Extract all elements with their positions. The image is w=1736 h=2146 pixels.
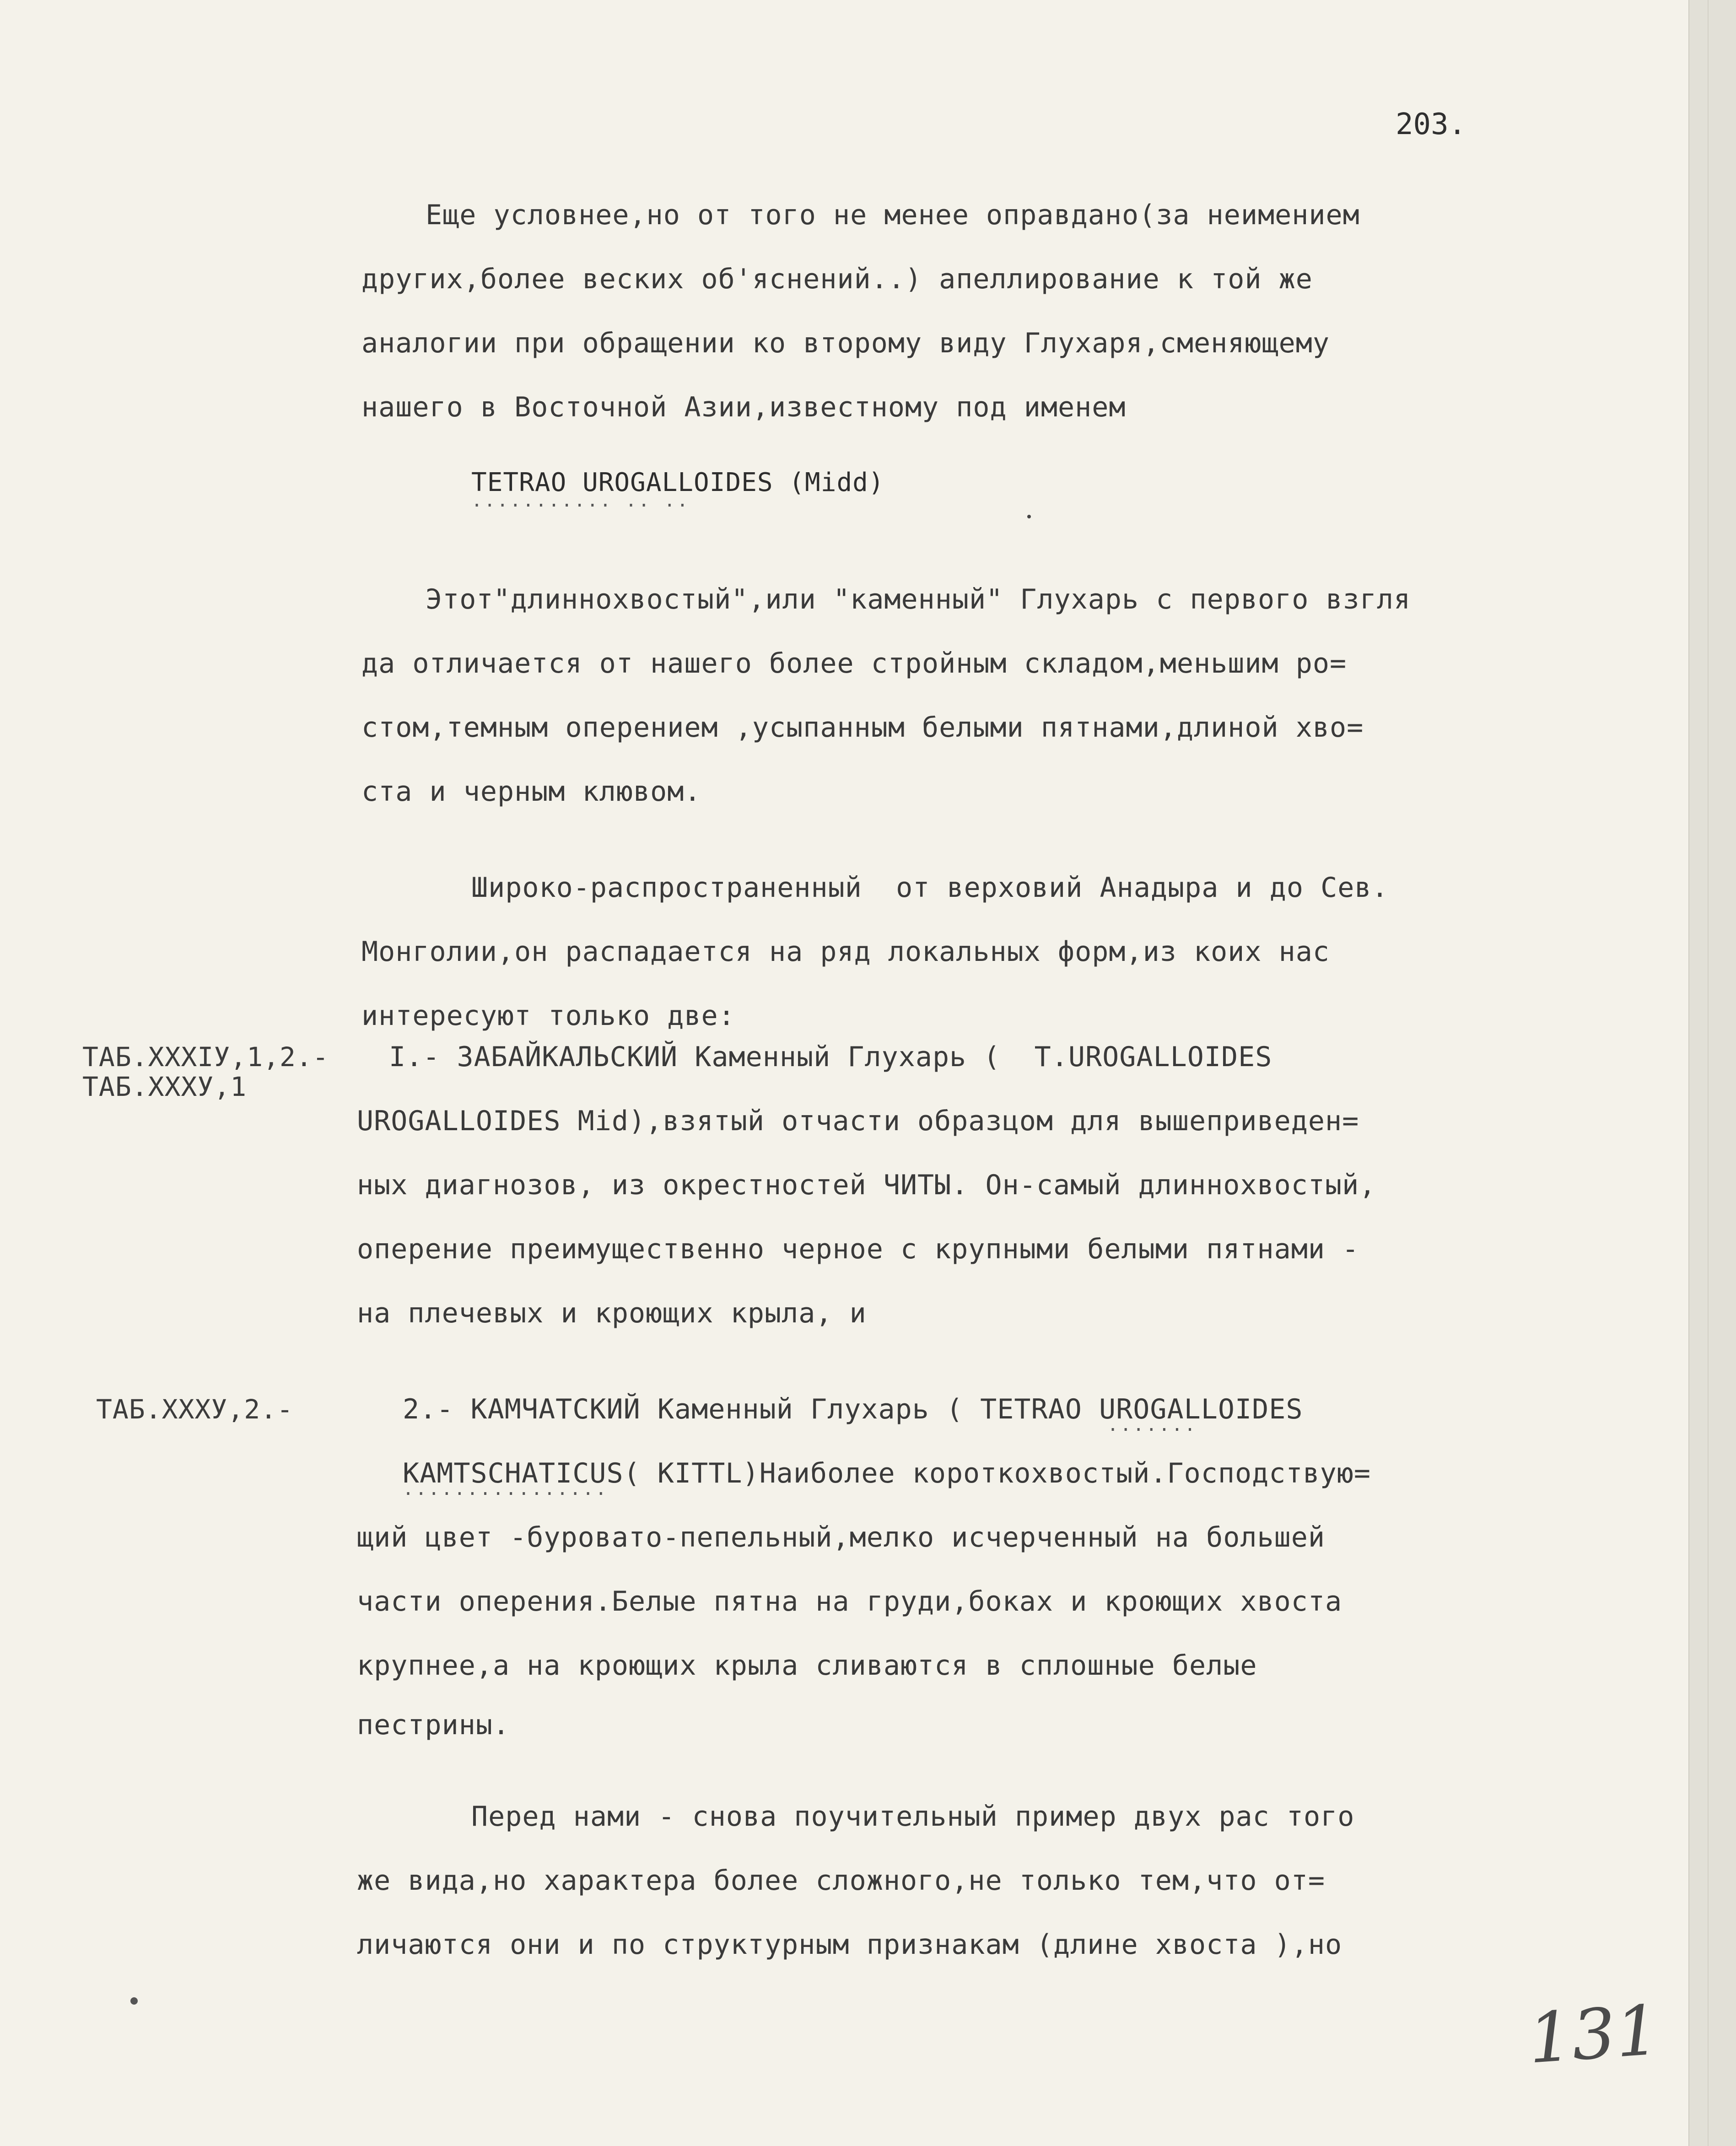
paragraph1-line3: аналогии при обращении ко второму виду Глухаря,сменяющему xyxy=(361,327,1330,359)
period-mark xyxy=(1027,515,1031,518)
paragraph1-line2: других,более веских об'яснений..) апеллирование к той же xyxy=(361,263,1313,295)
paragraph2-line4: ста и черным клювом. xyxy=(361,776,701,808)
paragraph4-line1: Перед нами - снова поучительный пример двух рас того xyxy=(471,1801,1355,1833)
item2-line1: 2.- КАМЧАТСКИЙ Каменный Глухарь ( TETRAO UROGALLOIDES xyxy=(403,1393,1303,1425)
paragraph4-line2: же вида,но характера более сложного,не только тем,что от= xyxy=(357,1865,1326,1897)
paragraph2-line3: стом,темным оперением ,усыпанным белыми пятнами,длиной хво= xyxy=(361,712,1364,744)
paragraph4-line3: личаются они и по структурным признакам (длине хвоста ),но xyxy=(357,1929,1342,1961)
item1-line1: I.- ЗАБАЙКАЛЬСКИЙ Каменный Глухарь ( T.UROGALLOIDES xyxy=(389,1041,1272,1073)
paragraph3-line2: Монголии,он распадается на ряд локальных форм,из коих нас xyxy=(361,936,1330,968)
item1-line2: UROGALLOIDES Mid),взятый отчасти образцом для вышеприведен= xyxy=(357,1105,1359,1137)
paragraph1-line4: нашего в Восточной Азии,известному под именем xyxy=(361,391,1126,423)
underline-dots-2: ······· xyxy=(1107,1419,1197,1440)
margin-ref-plate-34: ТАБ.XXXIУ,1,2.- xyxy=(82,1041,329,1073)
paragraph2-line2: да отличается от нашего более стройным складом,меньшим ро= xyxy=(361,647,1347,679)
item2-line2: KAMTSCHATICUS( KITTL)Наиболее короткохвостый.Господствую= xyxy=(403,1457,1371,1489)
paragraph2-line1: Этот"длиннохвостый",или "каменный" Глухарь с первого взгля xyxy=(426,583,1411,615)
underline-dots-3: ················ xyxy=(403,1483,609,1504)
item2-line3: щий цвет -буровато-пепельный,мелко исчерченный на большей xyxy=(357,1521,1326,1553)
handwritten-folio-number: 131 xyxy=(1526,1990,1662,2079)
item2-line4: части оперения.Белые пятна на груди,боках и кроющих хвоста xyxy=(357,1585,1342,1618)
item2-line5: крупнее,а на кроющих крыла сливаются в сплошные белые xyxy=(357,1650,1257,1682)
ink-spot xyxy=(130,1997,138,2005)
paragraph1-line1: Еще условнее,но от того не менее оправдано(за неимением xyxy=(426,199,1360,231)
page-number: 203. xyxy=(1396,108,1466,141)
paragraph3-line3: интересуют только две: xyxy=(361,1000,735,1032)
margin-ref-plate-35-2: ТАБ.XXXУ,2.- xyxy=(96,1394,294,1425)
species-heading: TETRAO UROGALLOIDES (Midd) xyxy=(471,468,884,497)
underlying-page-edge xyxy=(1688,0,1736,2146)
item1-line5: на плечевых и кроющих крыла, и xyxy=(357,1297,867,1329)
item2-line6: пестрины. xyxy=(357,1709,510,1741)
paragraph3-line1: Широко-распространенный от верховий Анадыра и до Сев. xyxy=(471,872,1389,904)
margin-ref-plate-35: ТАБ.XXXУ,1 xyxy=(82,1071,247,1102)
underline-dots: ··········· ·· ·· xyxy=(471,495,690,516)
item1-line3: ных диагнозов, из окрестностей ЧИТЫ. Он-самый длиннохвостый, xyxy=(357,1169,1376,1201)
item1-line4: оперение преимущественно черное с крупными белыми пятнами - xyxy=(357,1233,1359,1265)
